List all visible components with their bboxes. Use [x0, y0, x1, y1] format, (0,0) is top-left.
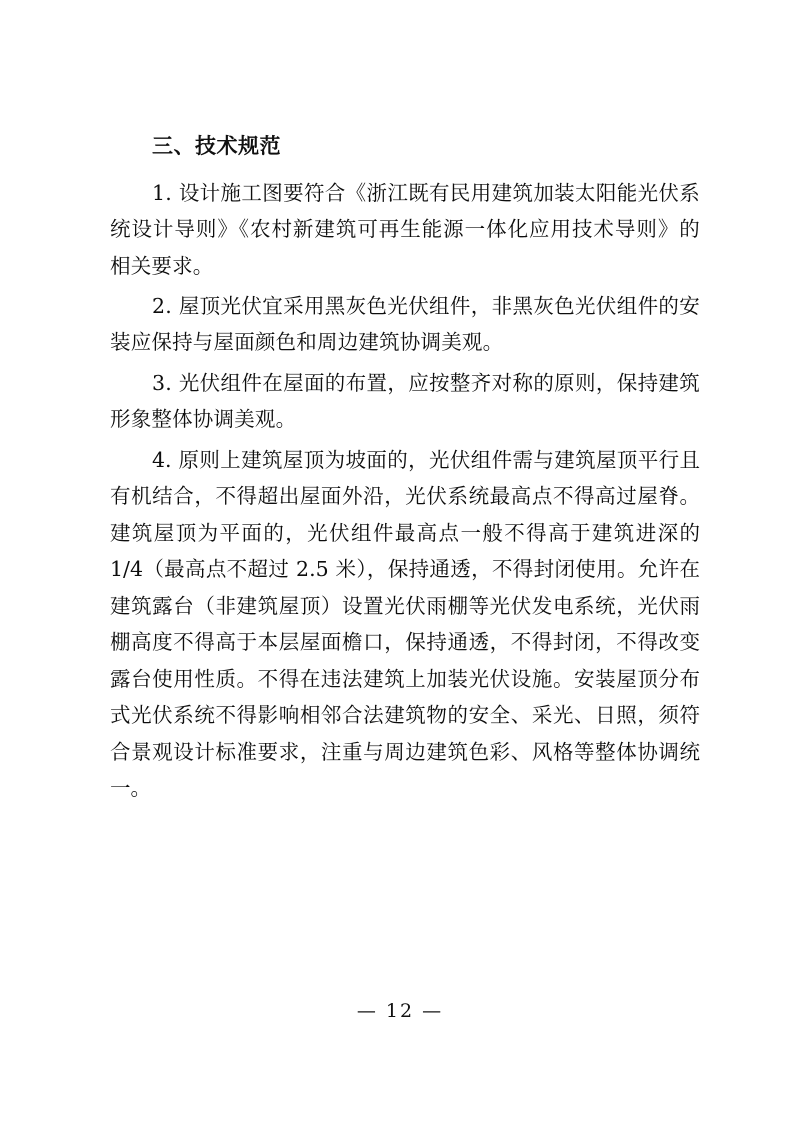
paragraph-3: 3. 光伏组件在屋面的布置，应按整齐对称的原则，保持建筑形象整体协调美观。 — [110, 370, 700, 432]
page-content — [110, 130, 700, 811]
paragraph-2: 2. 屋顶光伏宜采用黑灰色光伏组件，非黑灰色光伏组件的安装应保持与屋面颜色和周边建筑协调美观。 — [110, 294, 700, 355]
paragraph-1: 1. 设计施工图要符合《浙江既有民用建筑加装太阳能光伏系统设计导则》《农村新建筑可再生能源一体化应用技术导则》的相关要求。 — [110, 180, 700, 278]
paragraph-4: 4. 原则上建筑屋顶为坡面的，光伏组件需与建筑屋顶平行且有机结合，不得超出屋面外沿，光伏系统最高点不得高过屋脊。建筑屋顶为平面的，光伏组件最高点一般不得高于建筑进深的 1/4（最高点不超过 2.5 米），保持通透，不得封闭使用。允许在建筑露台（非建筑屋顶）设置光伏雨棚等光伏发电系统，光伏雨棚高度不得高于本层屋面檐口，保持通透，不得封闭，不得改变露台使用性质。不得在违法建筑上加装光伏设施。安装屋顶分布式光伏系统不得影响相邻合法建筑物的安全、采光、日照，须符合景观设计标准要求，注重与周边建筑色彩、风格等整体协调统一。 — [110, 447, 700, 801]
section-heading: 三、技术规范 — [152, 134, 281, 158]
page-number: — 12 — — [356, 1000, 444, 1022]
